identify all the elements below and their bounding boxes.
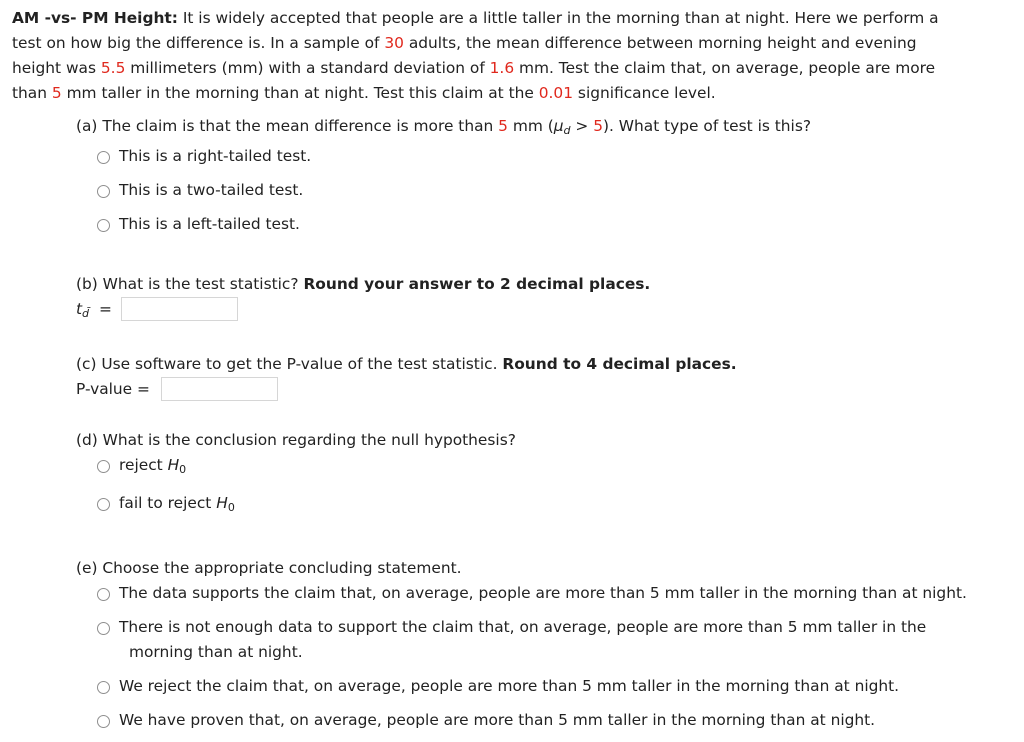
- option-reject-h0[interactable]: reject $H_0$: [119, 456, 187, 476]
- claim-value: 5: [51, 84, 62, 102]
- option-statement-proven[interactable]: We have proven that, on average, people are more than 5 mm taller in the morning than at night.: [119, 711, 876, 729]
- sample-size: 30: [384, 34, 404, 52]
- radio-fail-to-reject-h0[interactable]: [97, 498, 110, 511]
- intro-line-3: height was 5.5 millimeters (mm) with a standard deviation of 1.6 mm. Test the claim that, on average, people are more: [12, 59, 936, 77]
- option-two-tailed[interactable]: This is a two-tailed test.: [119, 181, 304, 199]
- option-left-tailed[interactable]: This is a left-tailed test.: [119, 215, 300, 233]
- radio-two-tailed[interactable]: [97, 185, 110, 198]
- radio-left-tailed[interactable]: [97, 219, 110, 232]
- intro-line-4: than 5 mm taller in the morning than at night. Test this claim at the 0.01 significance level.: [12, 84, 716, 102]
- question-b: (b) What is the test statistic? Round your answer to 2 decimal places.: [76, 275, 651, 293]
- question-e: (e) Choose the appropriate concluding statement.: [76, 559, 462, 577]
- intro-line-1: AM -vs- PM Height: It is widely accepted that people are a little taller in the morning than at night. Here we perform a: [12, 9, 939, 27]
- option-statement-not-enough[interactable]: There is not enough data to support the claim that, on average, people are more than 5 mm taller in the: [119, 618, 927, 636]
- option-statement-not-enough-cont[interactable]: morning than at night.: [129, 643, 303, 661]
- question-a: (a) The claim is that the mean difference is more than 5 mm $(\mu_d > 5)$. What type of test is this?: [76, 117, 812, 137]
- significance-level: 0.01: [538, 84, 574, 102]
- p-value-label: P-value =: [76, 380, 150, 398]
- intro-line-2: test on how big the difference is. In a sample of 30 adults, the mean difference between morning height and evening: [12, 34, 917, 52]
- option-fail-to-reject-h0[interactable]: fail to reject $H_0$: [119, 494, 235, 514]
- radio-statement-supports[interactable]: [97, 588, 110, 601]
- radio-right-tailed[interactable]: [97, 151, 110, 164]
- standard-deviation: 1.6: [489, 59, 515, 77]
- test-statistic-label: $t_{d̄}$ =: [76, 300, 112, 320]
- question-d: (d) What is the conclusion regarding the null hypothesis?: [76, 431, 516, 449]
- p-value-input[interactable]: [161, 377, 278, 401]
- question-c: (c) Use software to get the P-value of the test statistic. Round to 4 decimal places.: [76, 355, 737, 373]
- radio-statement-not-enough[interactable]: [97, 622, 110, 635]
- test-statistic-input[interactable]: [121, 297, 238, 321]
- option-statement-supports[interactable]: The data supports the claim that, on average, people are more than 5 mm taller in the morning than at night.: [119, 584, 967, 602]
- problem-title: AM -vs- PM Height:: [12, 9, 178, 27]
- radio-reject-h0[interactable]: [97, 460, 110, 473]
- option-statement-reject[interactable]: We reject the claim that, on average, people are more than 5 mm taller in the morning than at night.: [119, 677, 900, 695]
- mean-difference: 5.5: [100, 59, 126, 77]
- radio-statement-reject[interactable]: [97, 681, 110, 694]
- radio-statement-proven[interactable]: [97, 715, 110, 728]
- option-right-tailed[interactable]: This is a right-tailed test.: [119, 147, 312, 165]
